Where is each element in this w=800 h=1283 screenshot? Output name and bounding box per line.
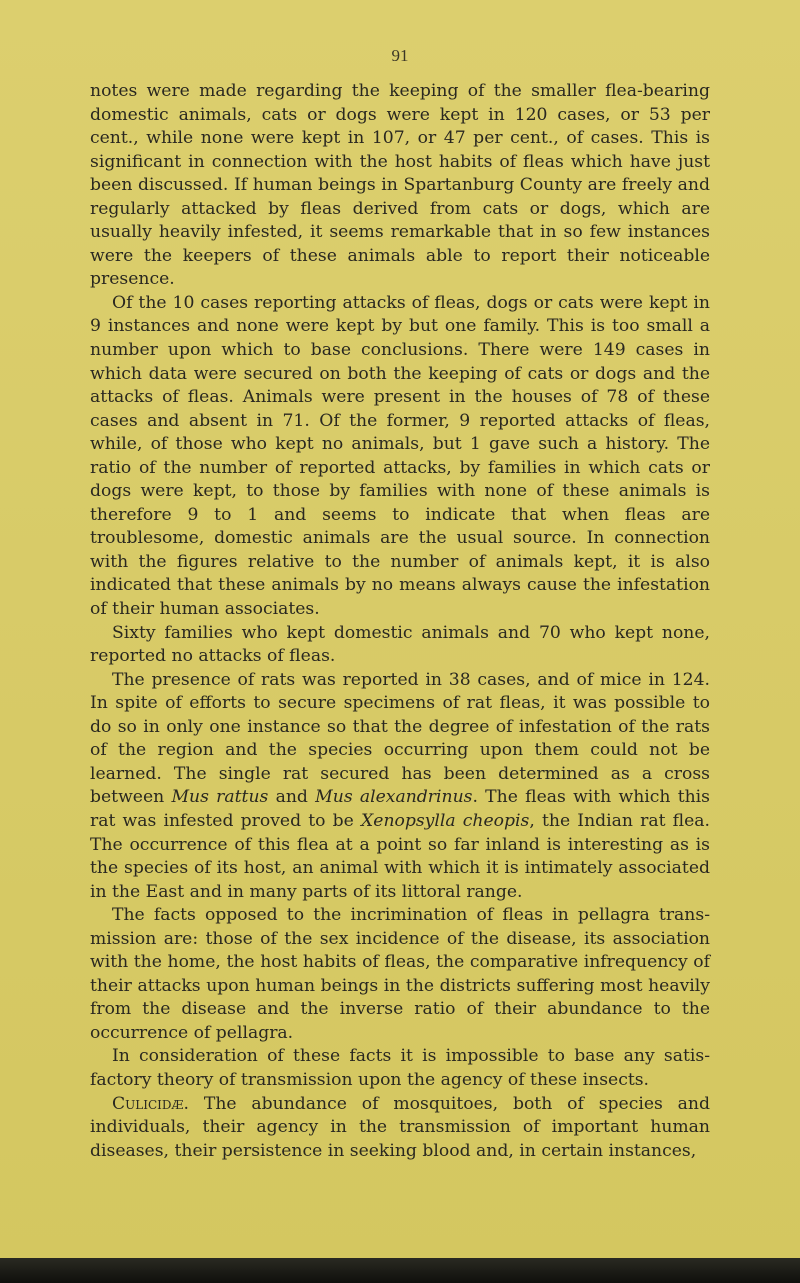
- page-number: 91: [391, 46, 409, 65]
- body-text: [90, 80, 710, 1163]
- rats-text-part-4: , the Indian rat flea. The occurrence of this flea at a point so far inland is interesting as is the species of its host, an animal with which it is intimately associated in the East and in many parts of its littoral range.: [90, 810, 711, 902]
- species-mus-rattus: Mus rattus: [171, 787, 269, 808]
- paragraph-conclusion: In consideration of these facts it is impossible to base any satisfactory theory of transmission upon the agency of these insects.: [90, 1046, 710, 1090]
- rats-text-part-1: The presence of rats was reported in 38 cases, and of mice in 124. In spite of efforts to secure specimens of rat fleas, it was possible to do so in only one instance so that the degree of infestation of the rats of the region and the species occurring upon them could not be learned. The single rat secured has been determined as a cross between: [90, 669, 710, 808]
- species-xenopsylla-cheopis: Xenopsylla cheopis: [361, 810, 530, 831]
- section-heading-culicidae: Culicidæ.: [112, 1093, 189, 1114]
- species-mus-alexandrinus: Mus alexandrinus: [315, 787, 473, 808]
- rats-text-part-3: . The fleas with which this rat was infested proved to be: [90, 787, 710, 831]
- paragraph-no-attacks: Sixty families who kept domestic animals and 70 who kept none, reported no attacks of fleas.: [90, 622, 710, 667]
- paragraph-rats-and-mice: [90, 669, 710, 904]
- paragraph-opposing-facts: The facts opposed to the incrimination of fleas in pellagra transmission are: those of the sex incidence of the disease, its association with the home, the host habits of fleas, the comparative infrequency of their attacks upon human beings in the districts suffering most heavily from the disease and the inverse ratio of their abundance to the occurrence of pellagra.: [90, 905, 710, 1043]
- paragraph-culicidae: [90, 1093, 710, 1164]
- rats-text-part-2: and: [268, 787, 316, 808]
- culicidae-text: The abundance of mosquitoes, both of species and individuals, their agency in the transmission of important human diseases, their persistence in seeking blood and, in certain instances,: [90, 1093, 710, 1161]
- paragraph-flea-attacks: Of the 10 cases reporting attacks of fleas, dogs or cats were kept in 9 instances and none were kept by but one family. This is too small a number upon which to base conclusions. There were 149 cases in which data were secured on both the keeping of cats or dogs and the attacks of fleas. Animals were present in the houses of 78 of these cases and absent in 71. Of the former, 9 reported attacks of fleas, while, of those who kept no animals, but 1 gave such a history. The ratio of the number of reported attacks, by families in which cats or dogs were kept, to those by families with none of these animals is therefore 9 to 1 and seems to indicate that when fleas are troublesome, domestic animals are the usual source. In connection with the figures relative to the number of animals kept, it is also indicated that these animals by no means always cause the infestation of their human associates.: [90, 292, 710, 620]
- paragraph-flea-bearing-animals: notes were made regarding the keeping of the smaller flea-bearing domestic animals, cats or dogs were kept in 120 cases, or 53 per cent., while none were kept in 107, or 47 per cent., of cases. This is significant in connection with the host habits of fleas which have just been discussed. If human beings in Spartanburg County are freely and regularly attacked by fleas derived from cats or dogs, which are usually heavily infested, it seems remarkable that in so few instances were the keepers of these animals able to report their noticeable presence.: [90, 81, 710, 290]
- scan-edge-band: [0, 1258, 800, 1283]
